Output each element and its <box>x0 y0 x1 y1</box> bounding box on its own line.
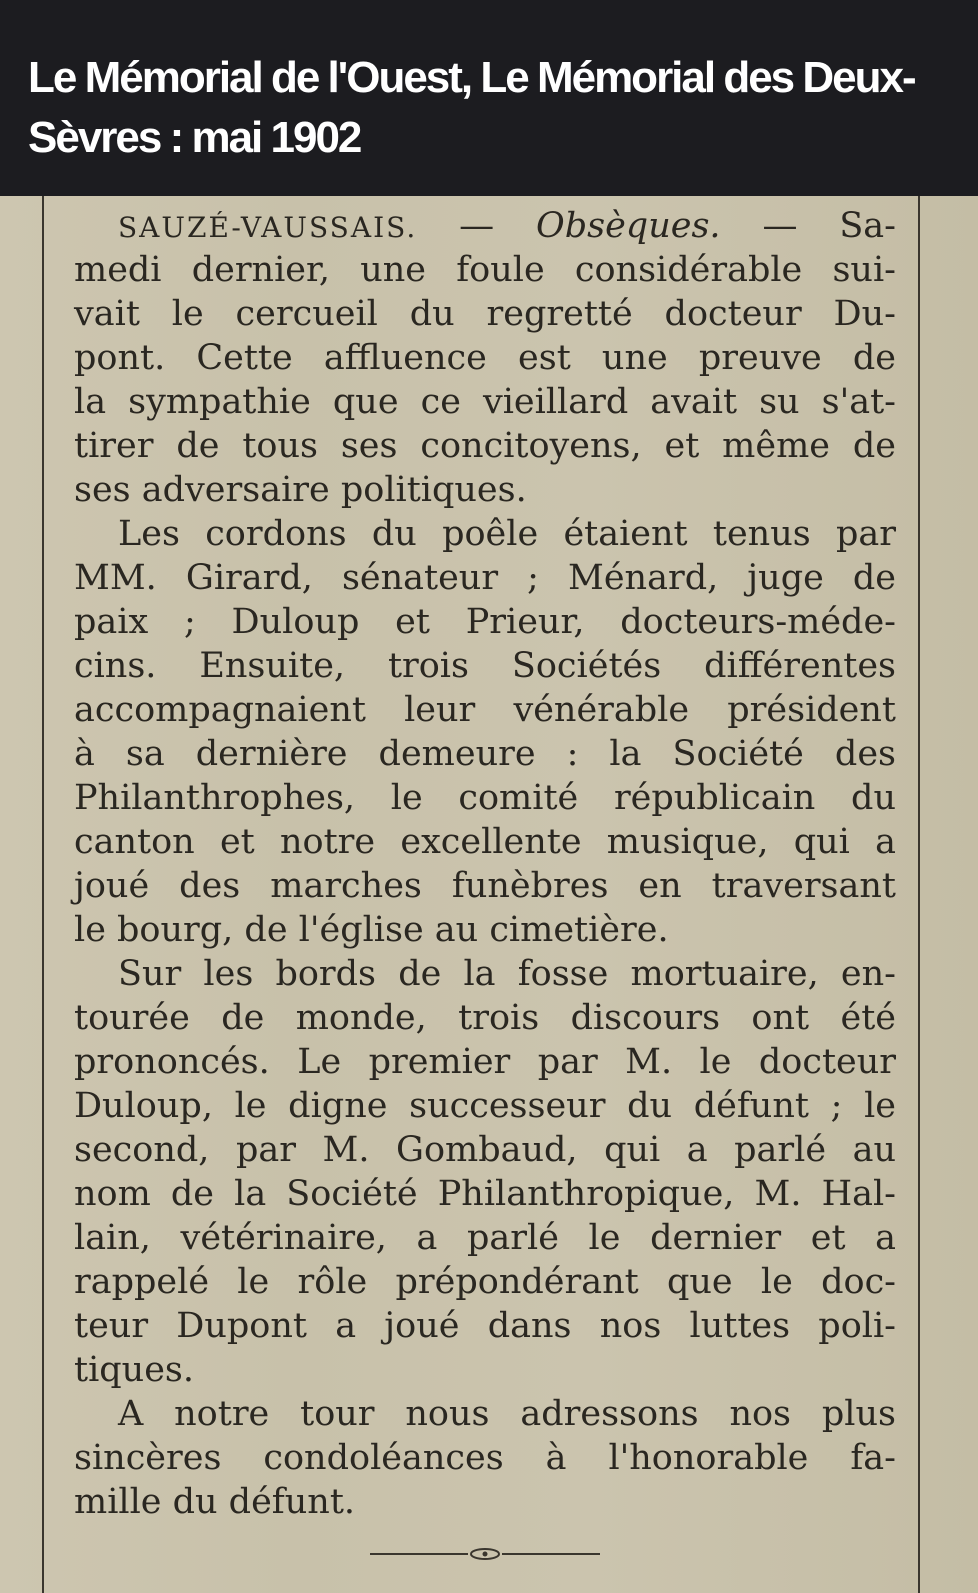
article-line: cins. Ensuite, trois Sociétés différentes <box>74 646 896 686</box>
article-line: sincères condoléances à l'honorable fa- <box>74 1438 896 1478</box>
article-line: mille du défunt. <box>74 1482 356 1522</box>
newspaper-scan <box>0 196 978 1593</box>
article-line: vait le cercueil du regretté docteur Du- <box>74 294 896 334</box>
article-subject: Obsèques. <box>536 206 721 246</box>
article <box>74 204 896 1524</box>
article-line: Duloup, le digne successeur du défunt ; le <box>74 1086 896 1126</box>
article-line: A notre tour nous adressons nos plus <box>118 1394 896 1434</box>
article-line: lain, vétérinaire, a parlé le dernier et a <box>74 1218 896 1258</box>
article-dash: — <box>417 206 537 246</box>
article-line: joué des marches funèbres en traversant <box>74 866 896 906</box>
article-line: à sa dernière demeure : la Société des <box>74 734 896 774</box>
article-first-line <box>74 204 896 248</box>
article-line: MM. Girard, sénateur ; Ménard, juge de <box>74 558 896 598</box>
column-rule-left <box>42 196 44 1593</box>
page-header <box>0 0 978 196</box>
article-line: la sympathie que ce vieillard avait su s'at- <box>74 382 896 422</box>
article-line: tiques. <box>74 1350 195 1390</box>
article-line: tourée de monde, trois discours ont été <box>74 998 896 1038</box>
article-line: pont. Cette affluence est une preuve de <box>74 338 896 378</box>
article-line: accompagnaient leur vénérable président <box>74 690 896 730</box>
article-line: second, par M. Gombaud, qui a parlé au <box>74 1130 896 1170</box>
article-line: ses adversaire politiques. <box>74 470 527 510</box>
article-line: tirer de tous ses concitoyens, et même de <box>74 426 896 466</box>
article-line: medi dernier, une foule considérable sui- <box>74 250 896 290</box>
article-line: paix ; Duloup et Prieur, docteurs-méde- <box>74 602 896 642</box>
article-line: prononcés. Le premier par M. le docteur <box>74 1042 896 1082</box>
article-line: nom de la Société Philanthropique, M. Hal- <box>74 1174 896 1214</box>
page-title: Le Mémorial de l'Ouest, Le Mémorial des Deux-Sèvres : mai 1902 <box>28 53 915 162</box>
article-line: Les cordons du poêle étaient tenus par <box>118 514 896 554</box>
article-line: rappelé le rôle prépondérant que le doc- <box>74 1262 896 1302</box>
divider-ornament <box>370 1546 600 1562</box>
article-line: Philanthrophes, le comité républicain du <box>74 778 896 818</box>
article-place: SAUZÉ-VAUSSAIS. <box>118 211 418 244</box>
article-dash: — Sa- <box>720 206 896 246</box>
column-rule-right <box>918 196 920 1593</box>
article-line: teur Dupont a joué dans nos luttes poli- <box>74 1306 896 1346</box>
article-line: le bourg, de l'église au cimetière. <box>74 910 669 950</box>
article-line: canton et notre excellente musique, qui a <box>74 822 896 862</box>
article-line: Sur les bords de la fosse mortuaire, en- <box>118 954 896 994</box>
